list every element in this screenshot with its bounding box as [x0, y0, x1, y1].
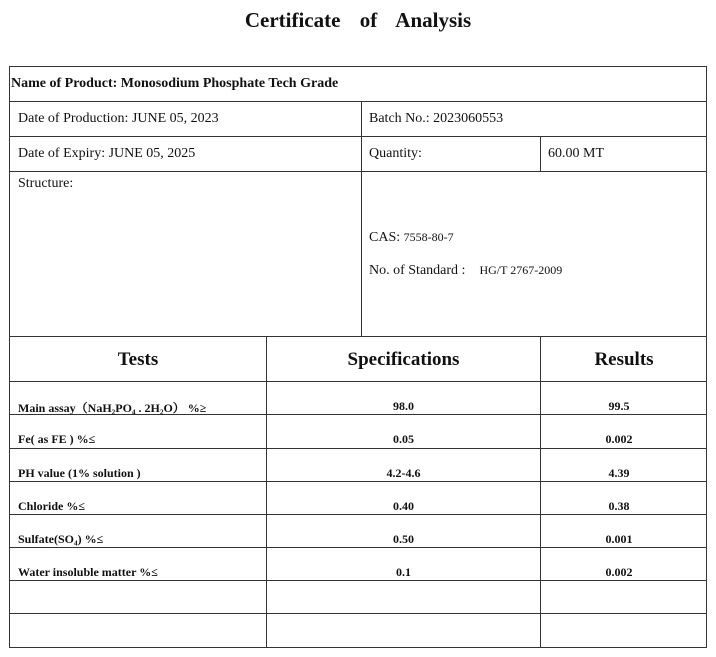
test-specification: 0.40	[393, 499, 414, 513]
divider	[266, 336, 267, 648]
divider	[9, 336, 707, 337]
test-result: 0.38	[608, 499, 630, 513]
header-specifications: Specifications	[347, 349, 460, 370]
production-date: Date of Production: JUNE 05, 2023	[18, 111, 219, 126]
test-specification: 4.2-4.6	[386, 466, 421, 480]
divider	[540, 136, 541, 171]
divider	[540, 336, 541, 648]
divider	[9, 613, 707, 614]
quantity-label: Quantity:	[369, 146, 422, 161]
test-specification: 0.50	[393, 532, 414, 546]
divider	[361, 101, 362, 336]
divider	[9, 136, 707, 137]
divider	[9, 514, 707, 515]
divider	[9, 580, 707, 581]
test-result: 0.002	[605, 565, 633, 579]
divider	[9, 481, 707, 482]
quantity-value: 60.00 MT	[548, 146, 604, 161]
test-result: 4.39	[608, 466, 630, 480]
cas-label: CAS:	[369, 230, 401, 245]
test-specification: 0.05	[393, 432, 414, 446]
document-title: Certificate of Analysis	[244, 8, 472, 32]
test-name: Fe( as FE ) %≤	[18, 432, 96, 446]
structure-label: Structure:	[18, 176, 74, 191]
standard-value: HG/T 2767-2009	[479, 263, 563, 277]
test-name: Chloride %≤	[18, 499, 85, 513]
test-specification: 0.1	[396, 565, 411, 579]
expiry-date: Date of Expiry: JUNE 05, 2025	[18, 146, 196, 161]
test-name: PH value (1% solution )	[18, 466, 141, 480]
divider	[9, 101, 707, 102]
standard-label: No. of Standard :	[369, 263, 466, 278]
product-name: Name of Product: Monosodium Phosphate Tech Grade	[11, 76, 339, 91]
test-name: Water insoluble matter %≤	[18, 565, 158, 579]
test-result: 0.002	[605, 432, 633, 446]
test-specification: 98.0	[393, 399, 414, 413]
batch-number: Batch No.: 2023060553	[369, 111, 504, 126]
header-tests: Tests	[117, 349, 159, 370]
divider	[9, 171, 707, 172]
test-result: 99.5	[608, 399, 630, 413]
divider	[9, 547, 707, 548]
test-result: 0.001	[605, 532, 633, 546]
header-results: Results	[594, 349, 654, 370]
test-name: Main assay（NaH₂PO₄ . 2H₂O） %≥	[18, 401, 207, 415]
test-name: Sulfate(SO₄) %≤	[18, 532, 104, 546]
divider	[9, 448, 707, 449]
divider	[9, 381, 707, 382]
cas-value: 7558-80-7	[403, 230, 454, 244]
